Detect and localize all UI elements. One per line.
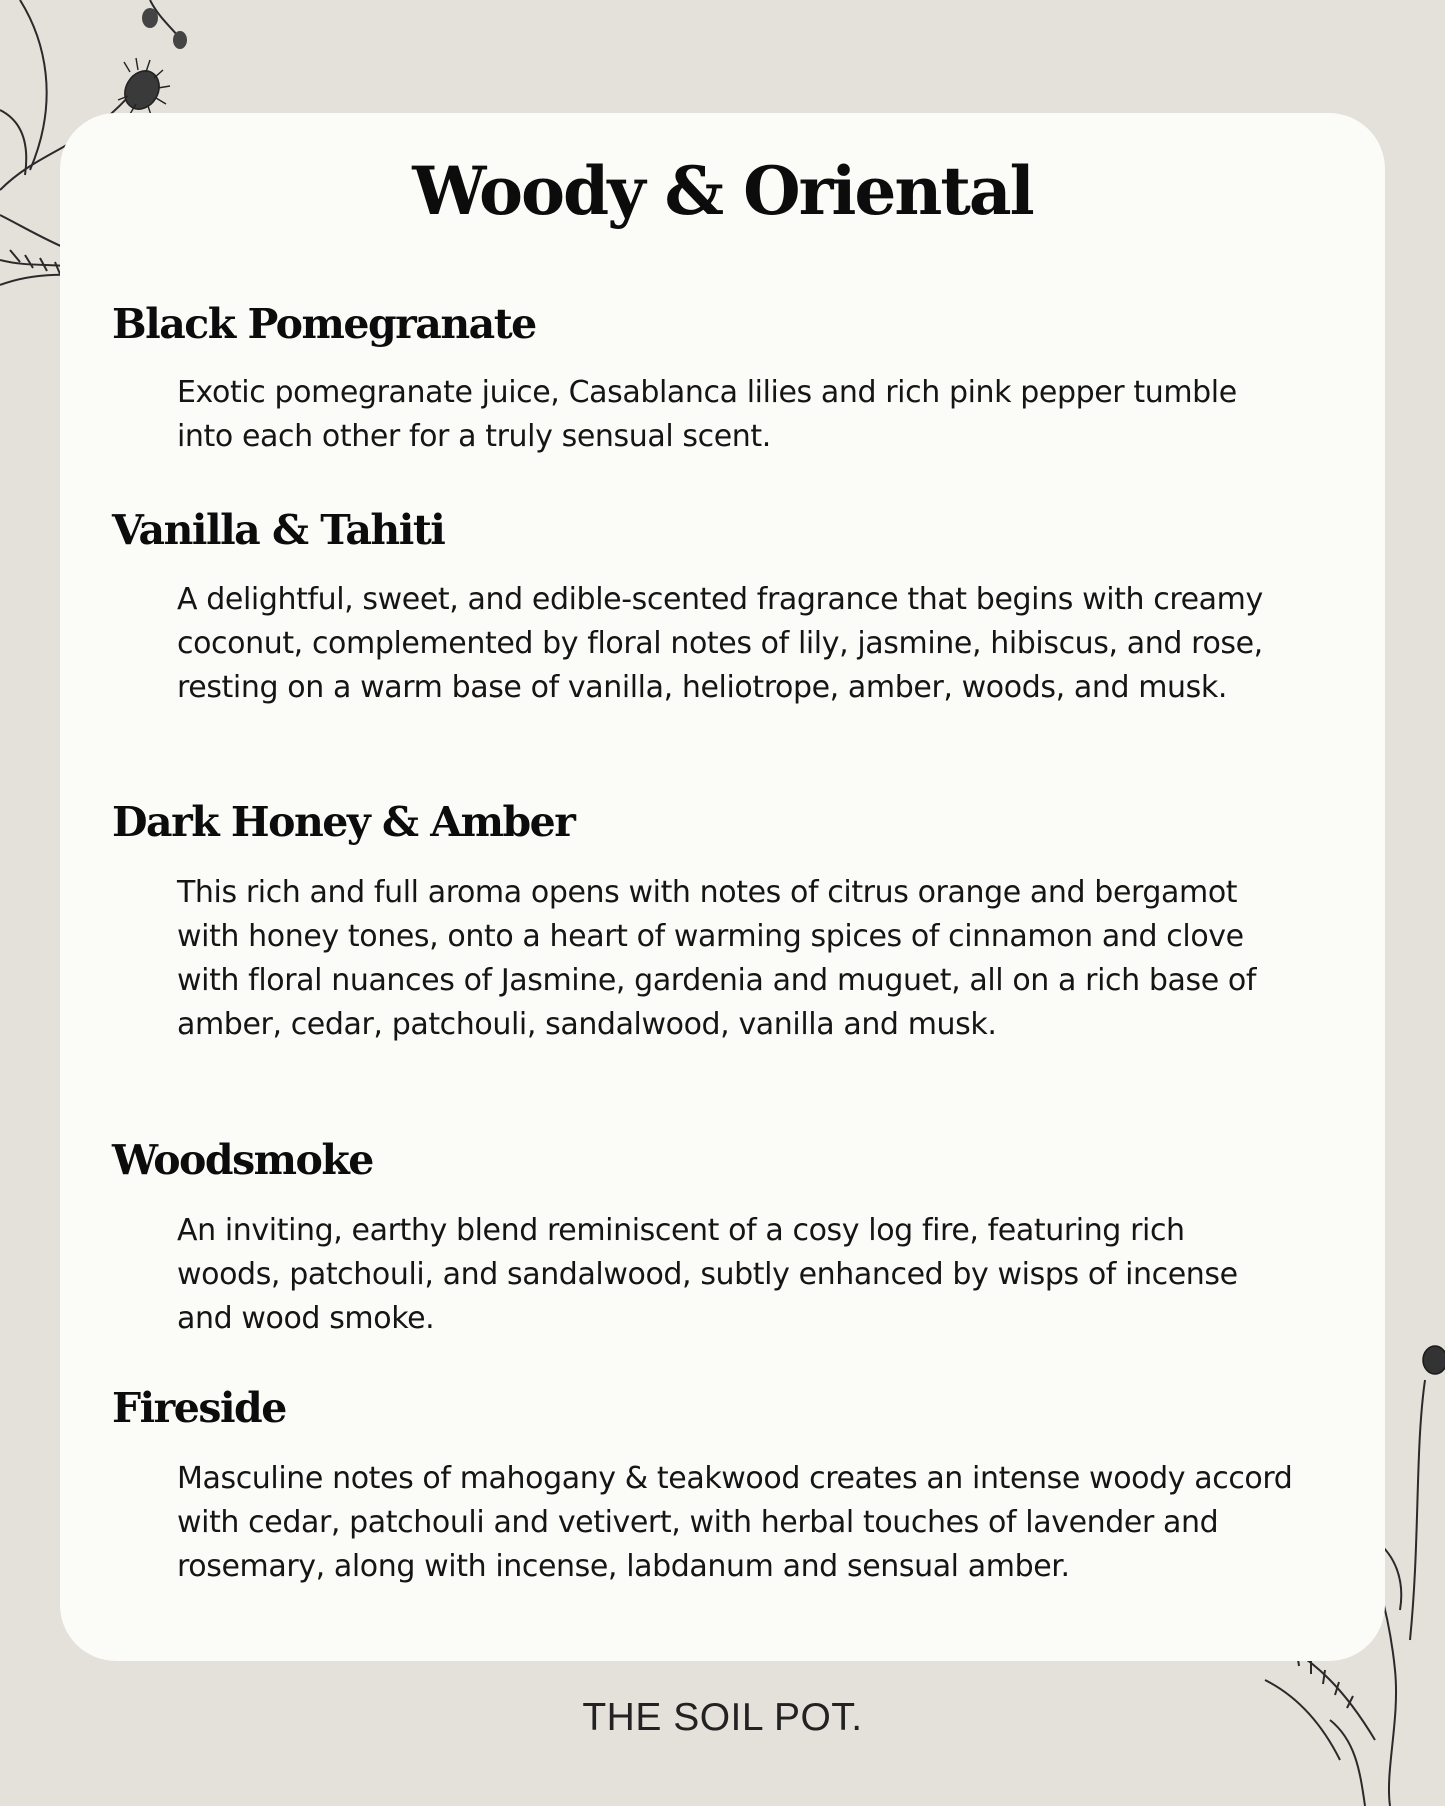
scent-name-fireside: Fireside bbox=[112, 1384, 286, 1432]
footer-brand: THE SOIL POT. bbox=[582, 1696, 863, 1739]
scent-name-dark-honey-amber: Dark Honey & Amber bbox=[112, 798, 575, 846]
scent-name-vanilla-tahiti: Vanilla & Tahiti bbox=[112, 506, 445, 554]
scent-description-black-pomegranate: Exotic pomegranate juice, Casablanca lilies and rich pink pepper tumble into each other for a truly sensual scent. bbox=[177, 375, 1237, 454]
scent-description-fireside: Masculine notes of mahogany & teakwood creates an intense woody accord with cedar, patchouli and vetivert, with herbal touches of lavender and rosemary, along with incense, labdanum and sensual amber. bbox=[177, 1461, 1293, 1584]
scent-name-woodsmoke: Woodsmoke bbox=[112, 1136, 373, 1184]
scent-description-vanilla-tahiti: A delightful, sweet, and edible-scented fragrance that begins with creamy coconut, complemented by floral notes of lily, jasmine, hibiscus, and rose, resting on a warm base of vanilla, heliotrope, amber, woods, and musk. bbox=[177, 582, 1263, 705]
page-title: Woody & Oriental bbox=[412, 152, 1033, 230]
scent-description-woodsmoke: An inviting, earthy blend reminiscent of a cosy log fire, featuring rich woods, patchouli, and sandalwood, subtly enhanced by wisps of incense and wood smoke. bbox=[177, 1213, 1238, 1336]
scent-description-dark-honey-amber: This rich and full aroma opens with notes of citrus orange and bergamot with honey tones, onto a heart of warming spices of cinnamon and clove with floral nuances of Jasmine, gardenia and muguet, all on a rich base of amber, cedar, patchouli, sandalwood, vanilla and musk. bbox=[177, 875, 1257, 1042]
scent-name-black-pomegranate: Black Pomegranate bbox=[112, 300, 536, 348]
